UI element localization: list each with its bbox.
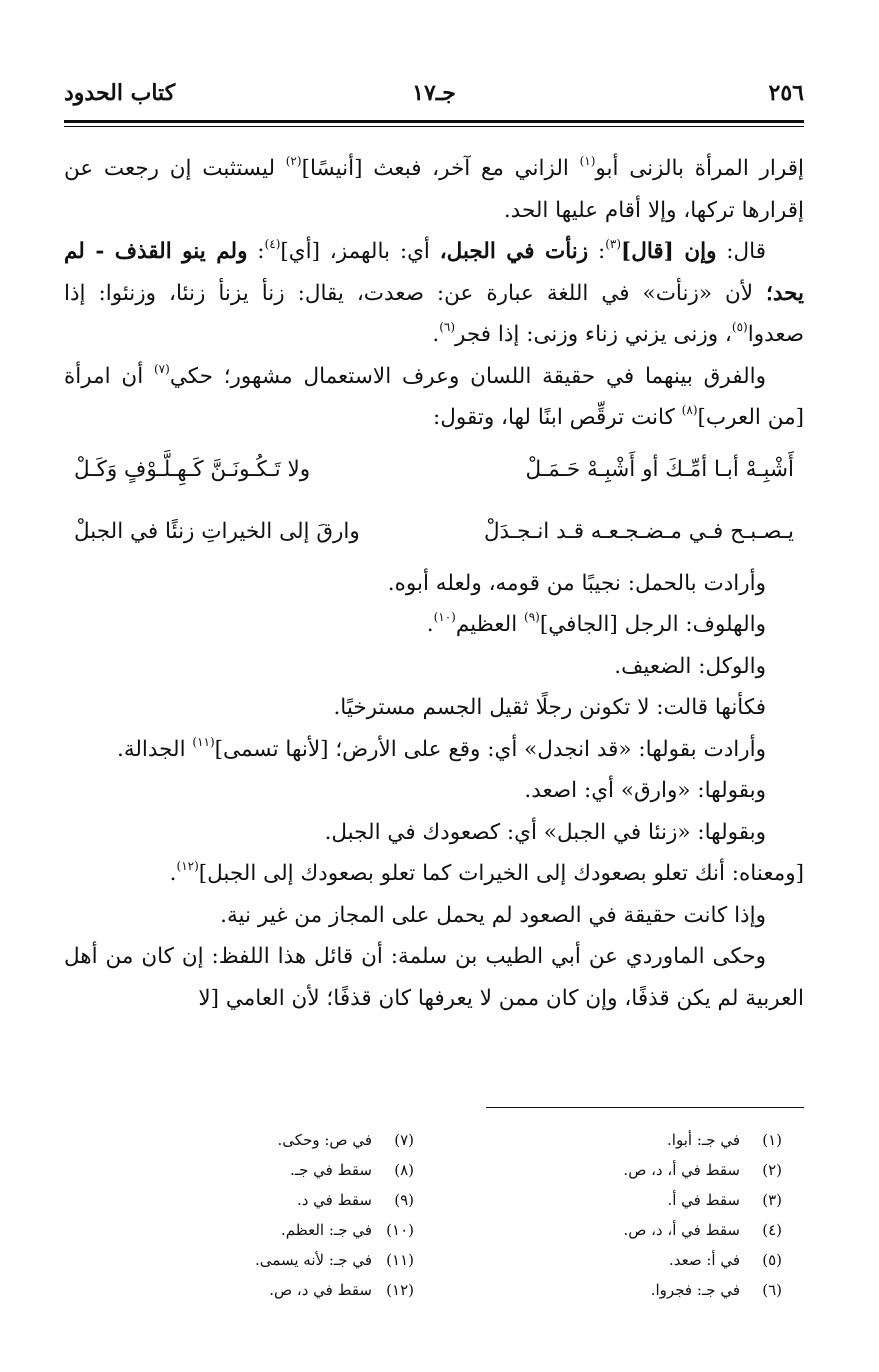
footnotes-column-right: [452, 1125, 782, 1305]
page-number: ٢٥٦: [768, 80, 804, 106]
footnote-number: (٨): [394, 1161, 414, 1179]
footnote-number: (٣): [762, 1191, 782, 1209]
paragraph: وبقولها: «وارق» أي: اصعد.: [524, 778, 766, 803]
footnote-ref: (٢): [285, 154, 302, 168]
footnote: [84, 1245, 414, 1275]
footnote: [84, 1215, 414, 1245]
paragraph: وأرادت بقولها: «قد انجدل» أي: وقع على الأرض؛ [لأنها تسمى]$^{(١١)}$ الجدالة.: [116, 734, 766, 762]
footnote: [84, 1185, 414, 1215]
verse-second-hemistich: وارقَ إلى الخيراتِ زنئًا في الجبلْ: [74, 518, 360, 544]
paragraph: وحكى الماوردي عن أبي الطيب بن سلمة: أن قائل هذا اللفظ: إن كان من أهل العربية لم يكن قذفًا، وإن كان ممن لا يعرفها كان قذفًا؛ لأن العامي [لا: [64, 944, 804, 1011]
header-rule-thin: [64, 126, 804, 127]
paragraph: [ومعناه: أنك تعلو بصعودك إلى الخيرات كما تعلو بصعودك إلى الجبل]$^{(١٢)}$.: [169, 859, 804, 886]
footnote: [452, 1185, 782, 1215]
footnote-text: في جـ: لأنه يسمى.: [255, 1251, 372, 1269]
paragraph: والهلوف: الرجل [الجافي]$^{(٩)}$ العظيم$^{(١٠)}$.: [426, 610, 766, 637]
footnote: [452, 1275, 782, 1305]
footnote-ref: (١٠): [433, 610, 456, 624]
footnote-text: سقط في أ، د، ص.: [623, 1221, 740, 1239]
verse-first-hemistich: أَشْبِـهْ أبـا أمِّـكَ أو أَشْبِـهْ حَـمَـلْ: [525, 456, 794, 482]
footnote-separator: [486, 1107, 804, 1108]
paragraph: قال: وإن [قال]$^{(٣)}$: زنأت في الجبل، أي: بالهمز، [أي]$^{(٤)}$: ولم ينو القذف - لم يحد؛ لأن «زنأت» في اللغة عبارة عن: صعدت، يقال: زنأ يزنأ زنئا، وزنئوا: إذا صعدوا$^{(٥)}$، وزنى يزني زناء وزنى: إذا فجر$^{(٦)}$.: [64, 237, 804, 347]
footnote-text: سقط في جـ.: [289, 1161, 372, 1179]
verse-second-hemistich: ولا تَـكُـونَـنَّ كَـهِـلَّـوْفٍ وَكَـلْ: [74, 456, 311, 482]
footnote-text: سقط في أ.: [667, 1191, 740, 1209]
footnotes-column-left: [84, 1125, 414, 1305]
footnote-number: (٥): [762, 1251, 782, 1269]
paragraph: والوكل: الضعيف.: [614, 653, 766, 679]
footnote: [452, 1155, 782, 1185]
footnote-text: سقط في د.: [296, 1191, 372, 1209]
footnote-text: في أ: صعد.: [668, 1251, 740, 1269]
paragraph: فكأنها قالت: لا تكونن رجلًا ثقيل الجسم مسترخيًا.: [333, 695, 766, 720]
footnote-number: (١٠): [386, 1221, 414, 1239]
footnote-number: (٧): [394, 1131, 414, 1149]
footnote-number: (١١): [386, 1251, 414, 1269]
footnote-number: (١٢): [386, 1281, 414, 1299]
footnote-text: سقط في د، ص.: [269, 1281, 372, 1299]
footnote-number: (٩): [394, 1191, 414, 1209]
footnote-number: (١): [762, 1131, 782, 1149]
volume-label: جـ١٧: [412, 80, 456, 106]
poem-verse: [64, 439, 804, 501]
footnote-text: في جـ: أبوا.: [667, 1131, 740, 1149]
footnote-text: سقط في أ، د، ص.: [623, 1161, 740, 1179]
footnote-number: (٤): [762, 1221, 782, 1239]
footnote-ref: (١): [579, 154, 596, 168]
footnote: [84, 1125, 414, 1155]
footnote-ref: (٩): [524, 610, 540, 624]
poem-verse: [64, 501, 804, 563]
footnote-ref: (٤): [264, 237, 281, 251]
footnote-number: (٦): [762, 1281, 782, 1299]
footnote-ref: (٧): [153, 361, 170, 376]
footnote-text: في جـ: العظم.: [281, 1221, 372, 1239]
page-header: [64, 80, 804, 116]
footnote-ref: (١٢): [176, 859, 199, 873]
footnote-ref: (٦): [439, 320, 456, 334]
paragraph: والفرق بينهما في حقيقة اللسان وعرف الاستعمال مشهور؛ حكي$^{(٧)}$ أن امرأة [من العرب]$^{(٨)}$ كانت ترقِّص ابنًا لها، وتقول:: [64, 361, 804, 430]
footnote-text: في جـ: فجروا.: [650, 1281, 740, 1299]
footnote: [452, 1125, 782, 1155]
paragraph: وأرادت بالحمل: نجيبًا من قومه، ولعله أبوه.: [387, 570, 766, 596]
footnote-ref: (٥): [731, 320, 748, 334]
footnote: [452, 1215, 782, 1245]
footnote: [84, 1155, 414, 1185]
book-title: كتاب الحدود: [64, 80, 176, 106]
header-rule-thick: [64, 120, 804, 123]
paragraph: إقرار المرأة بالزنى أبو$^{(١)}$ الزاني مع آخر، فبعث [أنيسًا]$^{(٢)}$ ليستثبت إن رجعت عن إقرارها تركها، وإلا أقام عليها الحد.: [64, 154, 804, 223]
paragraph: وبقولها: «زنئا في الجبل» أي: كصعودك في الجبل.: [324, 819, 766, 845]
footnote: [84, 1275, 414, 1305]
book-page: [64, 0, 804, 1372]
footnote-ref: (٨): [681, 403, 698, 417]
paragraph: وإذا كانت حقيقة في الصعود لم يحمل على المجاز من غير نية.: [220, 902, 766, 928]
footnote: [452, 1245, 782, 1275]
footnote-ref: (٣): [605, 237, 622, 251]
footnote-ref: (١١): [192, 734, 215, 749]
footnote-text: في ص: وحكى.: [277, 1131, 372, 1149]
footnote-number: (٢): [762, 1161, 782, 1179]
verse-first-hemistich: يـصـبـح فـي مـضـجـعـه قـد انـجـدَلْ: [483, 518, 794, 544]
body-text: [64, 148, 804, 1019]
